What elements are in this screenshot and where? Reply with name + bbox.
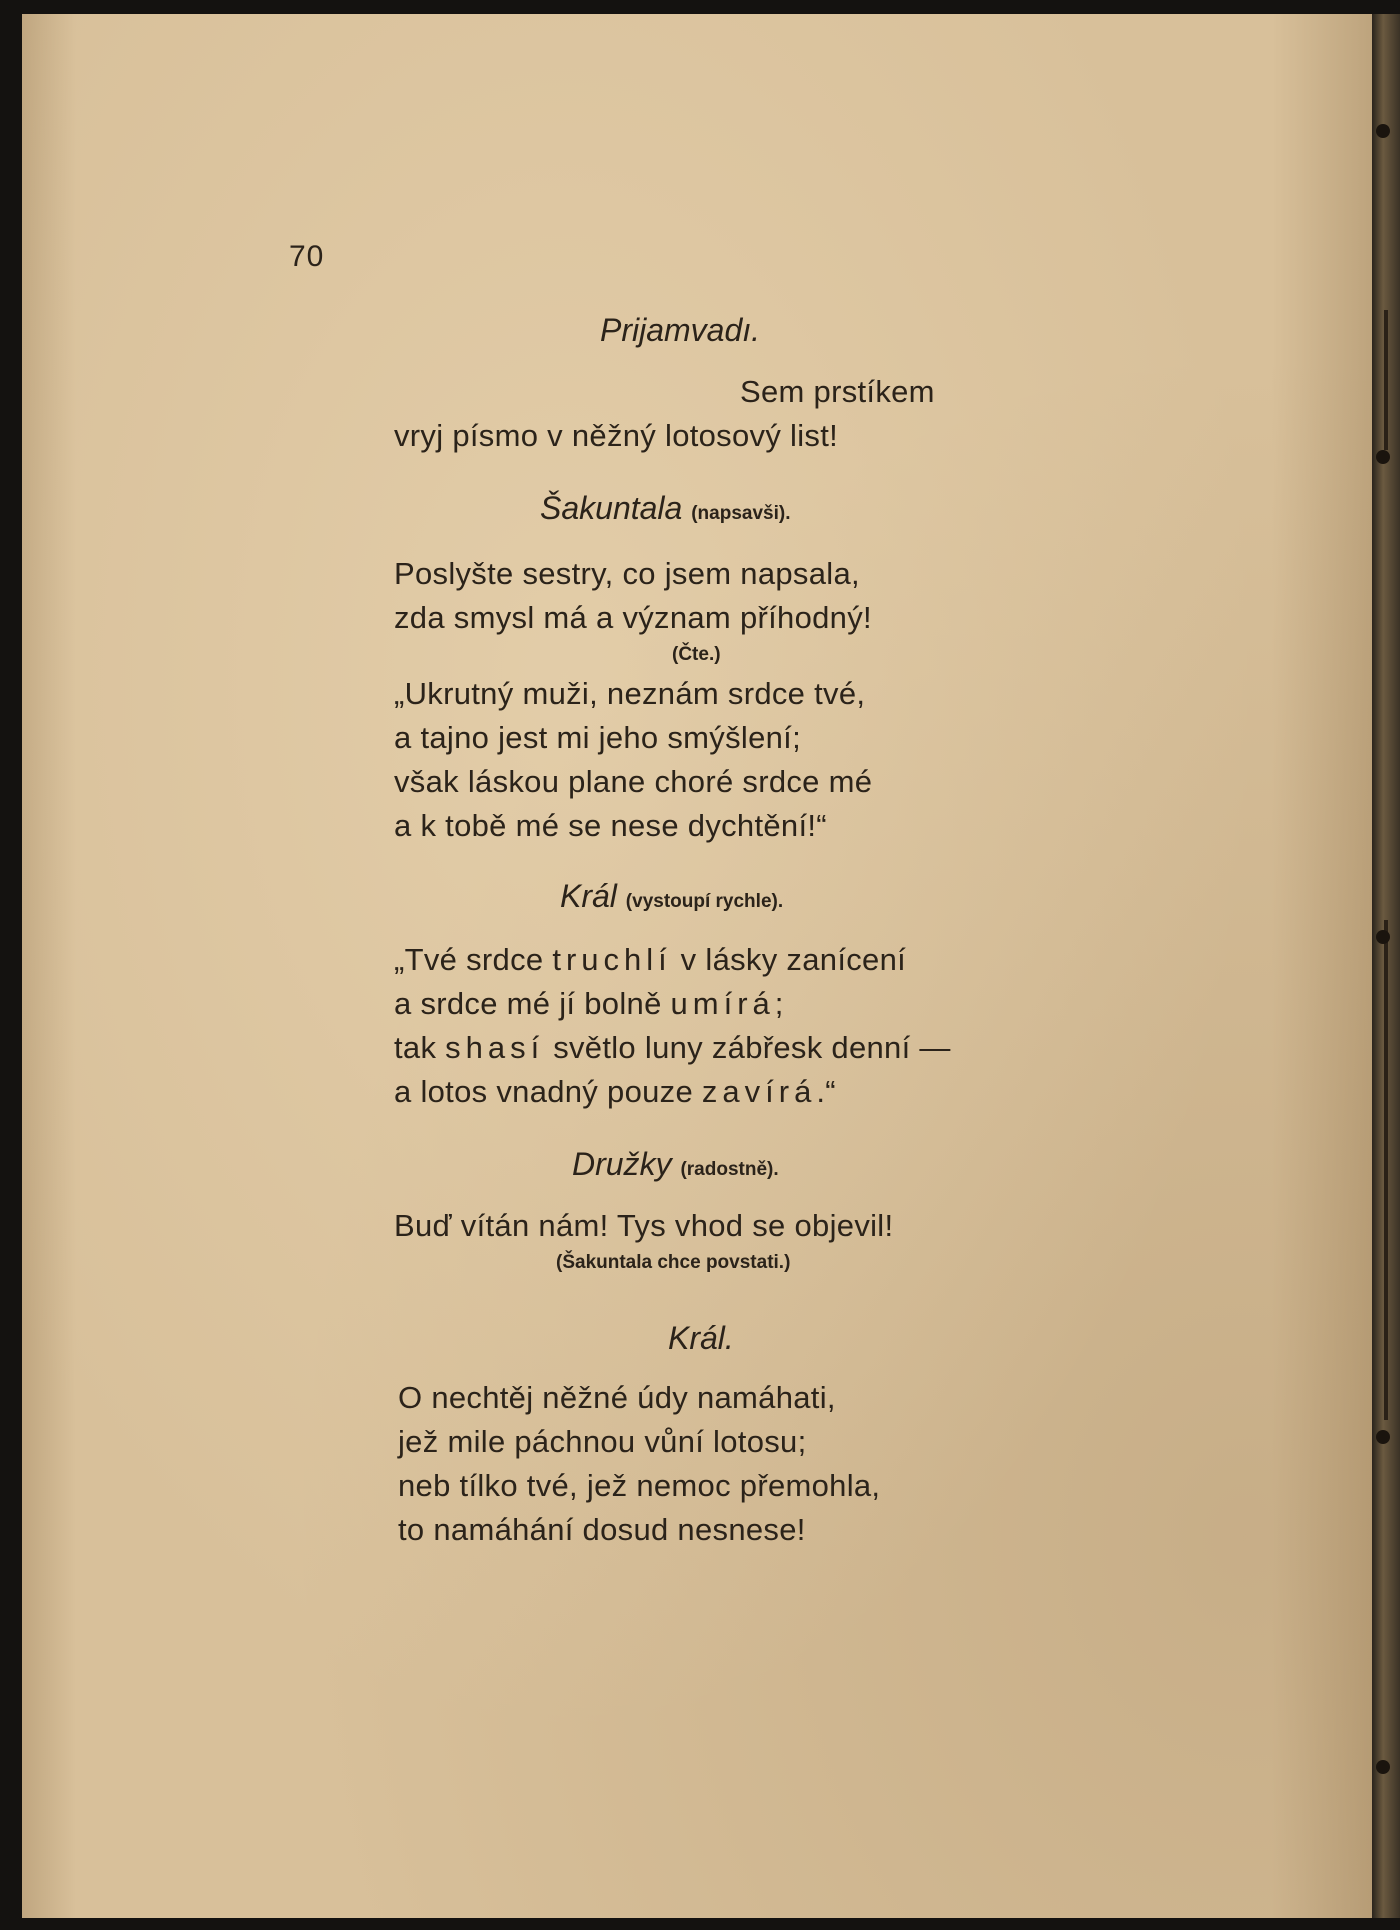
speaker-sakuntala (540, 490, 790, 527)
verse-line: „Ukrutný muži, neznám srdce tvé, (394, 676, 866, 711)
stage-direction: (vystoupí rychle). (625, 891, 784, 912)
verse-line: Sem prstíkem (740, 374, 935, 409)
text-run: a lotos vnadný pouze (394, 1074, 702, 1109)
text-run: .“ (816, 1074, 836, 1109)
verse-line: vryj písmo v něžný lotosový list! (394, 418, 839, 453)
stage-direction: (Šakuntala chce povstati.) (556, 1252, 791, 1273)
speaker-prijamvada (600, 312, 760, 349)
verse-line (394, 1074, 836, 1110)
speaker-name: Družky (572, 1146, 672, 1182)
speaker-name: Král. (668, 1320, 734, 1356)
page-number: 70 (289, 240, 325, 273)
speaker-kral (668, 1320, 734, 1357)
verse-line: a k tobě mé se nese dychtění!“ (394, 808, 827, 843)
text-run: a srdce mé jí bolně (394, 986, 671, 1021)
margin-rule (1384, 920, 1388, 1420)
verse-line: neb tílko tvé, jež nemoc přemohla, (398, 1468, 881, 1503)
stage-direction: (napsavši). (691, 503, 791, 524)
text-run: v lásky zanícení (671, 942, 907, 977)
verse-line (394, 1030, 951, 1066)
margin-mark (1376, 450, 1390, 464)
verse-line: a tajno jest mi jeho smýšlení; (394, 720, 802, 755)
text-run: „Tvé srdce (394, 942, 553, 977)
verse-line: Buď vítán nám! Tys vhod se objevil! (394, 1208, 894, 1243)
spaced-emphasis: truchlí (552, 942, 672, 977)
text-run: světlo luny zábřesk denní — (544, 1030, 951, 1065)
speaker-kral (560, 878, 783, 915)
margin-mark (1376, 1760, 1390, 1774)
verse-line: zda smysl má a význam příhodný! (394, 600, 872, 635)
verse-line: však láskou plane choré srdce mé (394, 764, 873, 799)
margin-mark (1376, 124, 1390, 138)
speaker-name: Král (560, 878, 617, 914)
margin-mark (1376, 930, 1390, 944)
verse-line: Poslyšte sestry, co jsem napsala, (394, 556, 860, 591)
spaced-emphasis: zavírá (701, 1074, 817, 1109)
stage-direction: (radostně). (680, 1159, 779, 1180)
verse-line: O nechtěj něžné údy namáhati, (398, 1380, 836, 1415)
speaker-druzky (572, 1146, 779, 1183)
verse-line: jež mile páchnou vůní lotosu; (398, 1424, 807, 1459)
verse-line (394, 942, 906, 978)
verse-line (394, 986, 784, 1022)
spaced-emphasis: umírá (670, 986, 775, 1021)
margin-rule (1384, 310, 1388, 450)
stage-direction: (Čte.) (672, 644, 721, 665)
text-run: ; (774, 986, 784, 1021)
verse-line: to namáhání dosud nesnese! (398, 1512, 806, 1547)
margin-mark (1376, 1430, 1390, 1444)
spaced-emphasis: shasí (445, 1030, 545, 1065)
text-run: tak (394, 1030, 446, 1065)
speaker-name: Prijamvadı. (600, 312, 761, 348)
speaker-name: Šakuntala (540, 490, 683, 526)
